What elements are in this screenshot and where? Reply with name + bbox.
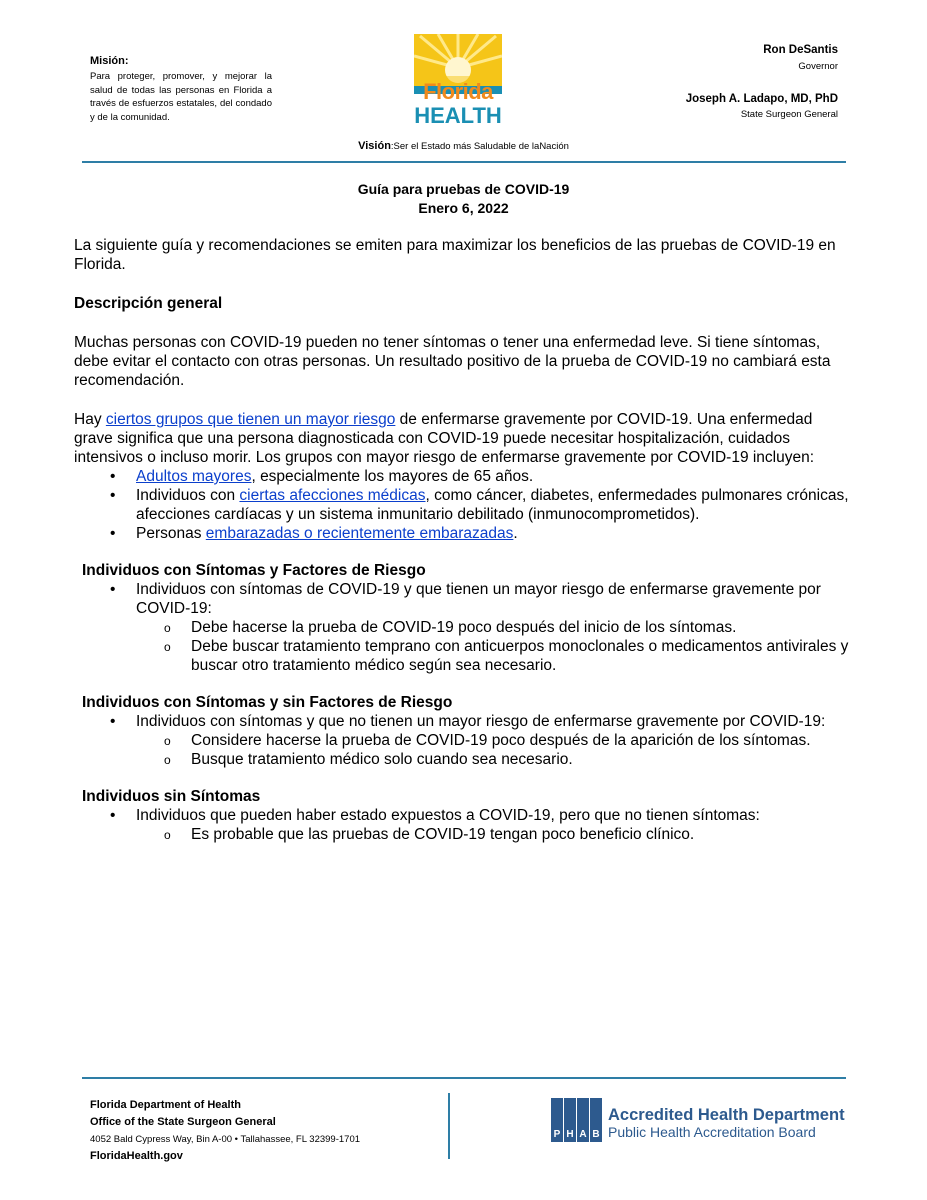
- risk-groups-post: de enfermarse gravemente por COVID-19. Una enfermedad grave significa que una persona diagnosticada con COVID-19 puede necesitar hospitalización, cuidados intensivos o incluso morir. Los grupos con mayor riesgo de enfermarse gravemente por COVID-19 incluyen:: [74, 411, 815, 466]
- higher-risk-groups-link[interactable]: ciertos grupos que tienen un mayor riesgo: [105, 411, 396, 428]
- overview-paragraph: Muchas personas con COVID-19 pueden no tener síntomas o tener una enfermedad leve. Si tiene síntomas, debe evitar el contacto con otras personas. Un resultado positivo de la prueba de COVID-19 no cambiará esta recomendación.: [74, 334, 831, 389]
- governor-title: Governor: [798, 61, 838, 72]
- logo-florida-text: Florida: [423, 79, 493, 104]
- pregnant-pre: Personas: [136, 525, 206, 542]
- list-item-text: Individuos con síntomas y que no tienen un mayor riesgo de enfermarse gravemente por COVID-19:: [136, 713, 826, 730]
- sub-list-item: o Considere hacerse la prueba de COVID-19 poco después de la aparición de los síntomas.: [136, 731, 854, 750]
- sub-list-item: o Es probable que las pruebas de COVID-19 tengan poco beneficio clínico.: [136, 825, 854, 844]
- section-symptoms-risk: [82, 561, 854, 675]
- florida-health-logo: [414, 34, 502, 130]
- section-heading: Individuos con Síntomas y Factores de Riesgo: [82, 562, 426, 579]
- mission-text: Para proteger, promover, y mejorar la salud de todas las personas en Florida a través de esfuerzos estatales, del condado y de la comunidad.: [90, 71, 272, 123]
- pregnant-post: .: [513, 525, 518, 542]
- footer-office: Office of the State Surgeon General: [90, 1116, 276, 1128]
- older-adults-link[interactable]: Adultos mayores: [136, 468, 252, 485]
- section-no-symptoms: [82, 787, 854, 844]
- vision-text: :Ser el Estado más Saludable de laNación: [390, 141, 569, 152]
- section-heading: Individuos con Síntomas y sin Factores de Riesgo: [82, 694, 453, 711]
- sub-list-item: o Debe buscar tratamiento temprano con anticuerpos monoclonales o medicamentos antivirales y buscar otro tratamiento médico según sea necesario.: [136, 637, 854, 675]
- footer-website: FloridaHealth.gov: [90, 1150, 183, 1162]
- document-title-block: [0, 180, 927, 218]
- document-date: Enero 6, 2022: [418, 200, 509, 216]
- section-heading: Individuos sin Síntomas: [82, 788, 261, 805]
- list-item: [74, 467, 854, 486]
- risk-groups-pre: Hay: [74, 411, 106, 428]
- mission-title: Misión:: [90, 55, 129, 67]
- list-item: [74, 524, 854, 543]
- overview-heading: Descripción general: [74, 295, 223, 312]
- footer-vertical-divider: [448, 1093, 450, 1159]
- surgeon-general-name: Joseph A. Ladapo, MD, PhD: [685, 93, 838, 105]
- governor-name: Ron DeSantis: [763, 44, 838, 56]
- document-body: [74, 236, 854, 844]
- footer-divider: [82, 1077, 846, 1079]
- medical-conditions-pre: Individuos con: [136, 487, 240, 504]
- pregnant-link[interactable]: embarazadas o recientemente embarazadas: [205, 525, 514, 542]
- footer-address: 4052 Bald Cypress Way, Bin A-00 • Tallahassee, FL 32399-1701: [90, 1134, 361, 1145]
- phab-text: [608, 1107, 845, 1140]
- footer-contact: [90, 1097, 360, 1165]
- phab-letter: A: [577, 1098, 589, 1142]
- vision-label: Visión: [358, 140, 391, 152]
- intro-paragraph: La siguiente guía y recomendaciones se emiten para maximizar los beneficios de las pruebas de COVID-19 en Florida.: [74, 237, 836, 273]
- list-item-text: Individuos que pueden haber estado expuestos a COVID-19, pero que no tienen síntomas:: [136, 807, 760, 824]
- logo-health-text: HEALTH: [414, 103, 502, 128]
- medical-conditions-link[interactable]: ciertas afecciones médicas: [239, 487, 426, 504]
- older-adults-text: , especialmente los mayores de 65 años.: [251, 468, 534, 485]
- sub-list-item: o Debe hacerse la prueba de COVID-19 poco después del inicio de los síntomas.: [136, 618, 854, 637]
- phab-letter: H: [564, 1098, 576, 1142]
- list-item: [74, 486, 854, 524]
- medical-conditions-text: , como cáncer, diabetes, enfermedades pulmonares crónicas, afecciones cardíacas y un sistema inmunitario debilitado (inmunocomprometidos).: [136, 487, 849, 523]
- phab-letter: P: [551, 1098, 563, 1142]
- header-divider: [82, 161, 846, 163]
- list-item: [82, 712, 854, 769]
- document-title: Guía para pruebas de COVID-19: [357, 181, 570, 197]
- section-symptoms-no-risk: [82, 693, 854, 769]
- list-item-text: Individuos con síntomas de COVID-19 y que tienen un mayor riesgo de enfermarse gravemente por COVID-19:: [136, 581, 821, 617]
- vision-statement: [0, 140, 927, 152]
- list-item: [82, 580, 854, 675]
- phab-letter: B: [590, 1098, 602, 1142]
- list-item: [82, 806, 854, 844]
- surgeon-general-title: State Surgeon General: [740, 109, 838, 120]
- phab-subtitle: Public Health Accreditation Board: [608, 1124, 816, 1140]
- phab-title: Accredited Health Department: [608, 1106, 845, 1124]
- sub-list-item: o Busque tratamiento médico solo cuando sea necesario.: [136, 750, 854, 769]
- phab-logo: [551, 1098, 603, 1144]
- risk-groups-paragraph: [74, 410, 854, 467]
- phab-logo-icon: [551, 1098, 603, 1142]
- risk-groups-list: [74, 467, 854, 543]
- footer-org: Florida Department of Health: [90, 1099, 241, 1111]
